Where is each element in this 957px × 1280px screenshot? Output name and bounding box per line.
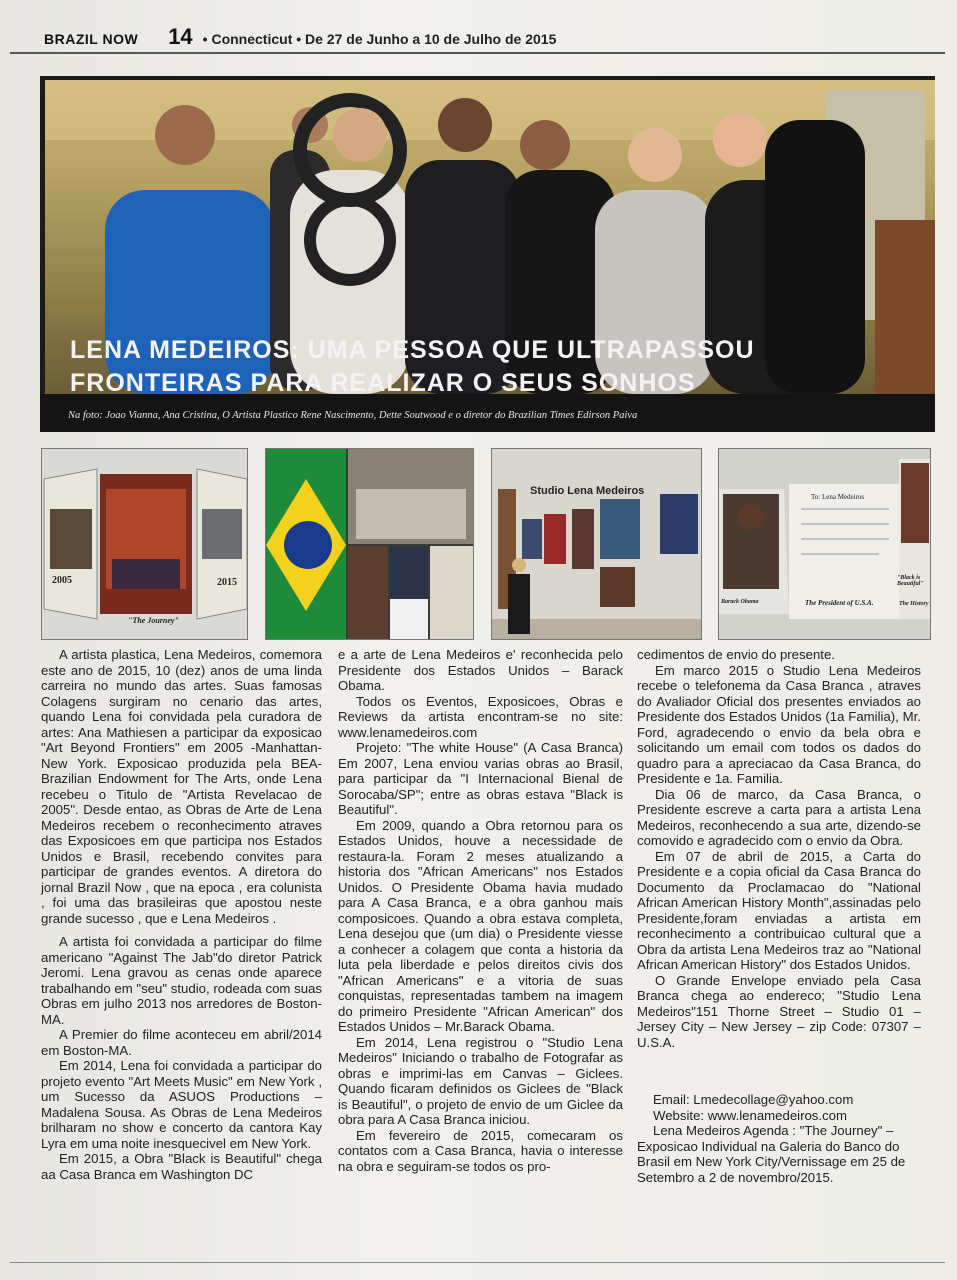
headline: [70, 334, 890, 400]
masthead: [44, 24, 634, 54]
thumbnail-journey-collage: [41, 448, 248, 640]
paragraph: O Grande Envelope enviado pela Casa Branca chega ao endereco; "Studio Lena Medeiros"151 Thorne Street – Studio 01 – Jersey City – New Jersey – zip Code: 07307 – U.S.A.: [637, 972, 921, 1050]
dateline: • Connecticut • De 27 de Junho a 10 de Julho de 2015: [202, 31, 557, 47]
paragraph: Todos os Eventos, Exposicoes, Obras e Reviews da artista encontram-se no site: www.lenamedeiros.com: [338, 693, 623, 740]
page-number: 14: [168, 24, 193, 49]
paragraph: A Premier do filme aconteceu em abril/2014 em Boston-MA.: [41, 1027, 322, 1058]
headline-line-1: LENA MEDEIROS: UMA PESSOA QUE ULTRAPASSOU: [70, 336, 755, 364]
brand-logo: BRAZIL NOW: [44, 31, 139, 47]
hero-photo-block: [40, 76, 935, 432]
paragraph: cedimentos de envio do presente.: [637, 647, 835, 662]
paragraph: Projeto: "The white House" (A Casa Branca) Em 2007, Lena enviou varias obras ao Brasil, para participar da "I Internacional Bienal de Sorocaba/SP"; entre as obras estava "Black is Beautiful".: [338, 740, 623, 817]
paragraph: e a arte de Lena Medeiros e' reconhecida pelo Presidente dos Estados Unidos – Barack Obama.: [338, 647, 623, 693]
studio-sign: Studio Lena Medeiros: [530, 485, 645, 497]
president-label: The President of U.S.A.: [805, 599, 874, 607]
photo-caption: Na foto: Joao Vianna, Ana Cristina, O Artista Plastico Rene Nascimento, Dette Soutwood e o diretor do Brazilian Times Edirson Paiva: [68, 410, 638, 421]
bottom-rule: [10, 1262, 945, 1263]
letter-to-label: To: Lena Medeiros: [811, 493, 865, 501]
paragraph: A artista plastica, Lena Medeiros, comemora este ano de 2015, 10 (dez) anos de uma linda carreira no mundo das artes. Suas famosas Colagens surgiram no cenario das artes, quando Lena foi convidada pela curadora de artes: Ana Mathiesen a participar da exposicao "Art Beyond Frontiers" em 2005 -Manhattan-New York. Exposicao produzida pela BEA-Brazilian Endowment for The Arts, onde Lena recebeu o Titulo de "Artista Revelacao de 2005". Desde entao, as Obras de Arte de Lena Medeiros recebem o reconhecimento atraves das Exposicoes em que participa nos Estados Unidos e Brasil, recebendo convites para participar de grandes eventos. A diretora do jornal Brazil Now , que na epoca , era colunista , foi uma das brasileiras que apostou neste grande sucesso , que e Lena Medeiros .: [41, 647, 322, 926]
header-rule: [10, 52, 945, 54]
paragraph: A artista foi convidada a participar do filme americano "Against The Jab"do diretor Patrick Jeromi. Lena gravou as cenas onde aparece trabalhando em "seu" studio, rodeada com suas Obras em julho 2013 nos arredores de Boston-MA.: [41, 934, 322, 1027]
contact-email: Email: Lmedecollage@yahoo.com: [653, 1092, 854, 1107]
year-2015-label: 2015: [217, 577, 237, 588]
paragraph: Em 2015, a Obra "Black is Beautiful" chega aa Casa Branca em Washington DC: [41, 1151, 322, 1182]
article-column-2: [338, 647, 623, 1174]
contact-website: Website: www.lenamedeiros.com: [653, 1107, 847, 1123]
obama-label: Barack Obama: [721, 599, 759, 605]
paragraph: Dia 06 de marco, da Casa Branca, o Presidente escreve a carta para a artista Lena Medeiros, reconhecendo a sua arte, dizendo-se comovido e agradecido com o envio da Obra.: [637, 786, 921, 848]
paragraph: Em 2014, Lena foi convidada a participar do projeto evento "Art Meets Music" em New York , um Sucesso da ASUOS Productions – Madalena Sousa. As Obras de Lena Medeiros brilharam no show e concerto da cantora Kay Lyra em uma noite inesquecivel em New York.: [41, 1058, 322, 1151]
thumbnail-white-house-letter: [718, 448, 931, 640]
black-is-beautiful-label: "Black is Beautiful": [897, 575, 924, 587]
year-2005-label: 2005: [52, 575, 72, 586]
agenda: Lena Medeiros Agenda : "The Journey" – Exposicao Individual na Galeria do Banco do Brasil em New York City/Vernissage em 25 de Setembro a 2 de novembro/2015.: [637, 1123, 906, 1185]
thumbnail-studio-photo: [491, 448, 702, 640]
paragraph: Em 2014, Lena registrou o "Studio Lena Medeiros" Iniciando o trabalho de Fotografar as obras e imprimi-las em Canvas – Giclees. Quando ficaram definidos os Giclees de "Black is Beautiful", o projeto de envio de um Giclee da obra para A Casa Branca iniciou.: [338, 1034, 623, 1127]
thumbnail-brazil-flag-collage: [265, 448, 474, 640]
paragraph: Em marco 2015 o Studio Lena Medeiros recebe o telefonema da Casa Branca , atraves do Avaliador Oficial dos presentes enviados ao Presidente dos Estados Unidos (1a Familia), Mr. Ford, agradecendo o envio da bela obra e solicitando um email com todos os dados do quadro para a apreciacao da Casa Branca, do Presidente e 1a. Familia.: [637, 662, 921, 786]
headline-line-2: FRONTEIRAS PARA REALIZAR O SEUS SONHOS: [70, 369, 696, 397]
article-column-3: [637, 647, 921, 1185]
contact-block: [637, 1092, 921, 1185]
journey-label: "The Journey": [128, 616, 179, 625]
paragraph: Em 07 de abril de 2015, a Carta do Presidente e a copia oficial da Casa Branca do Documento da Proclamacao do "National African American History Month",assinadas pelo Presidente,foram enviadas a artista em reconhecimento a contribuicao cultural que a Obra da artista Lena Medeiros traz ao "National African American History" dos Estados Unidos.: [637, 848, 921, 972]
history-label: The History: [899, 601, 929, 607]
paragraph: Em 2009, quando a Obra retornou para os Estados Unidos, houve a necessidade de restaura-la. Foram 2 meses atualizando a historia dos "African Americans" nos Estados Unidos. O Presidente Obama havia mudado para A Casa Branca, e a obra ganhou mais composicoes. Quando a obra estava completa, Lena desejou que (um dia) o Presidente viesse a conhecer a colagem que conta a historia da luta pela liberdade e pelos direitos civis dos "African Americans" e a vitoria de suas conquistas, representadas tambem na imagem do primeiro Presidente "African American" dos Estados Unidos – Mr.Barack Obama.: [338, 817, 623, 1034]
article-column-1: [41, 647, 322, 1182]
paragraph: Em fevereiro de 2015, comecaram os contatos com a Casa Branca, havia o interesse na obra e seguiram-se todos os pro-: [338, 1127, 623, 1174]
